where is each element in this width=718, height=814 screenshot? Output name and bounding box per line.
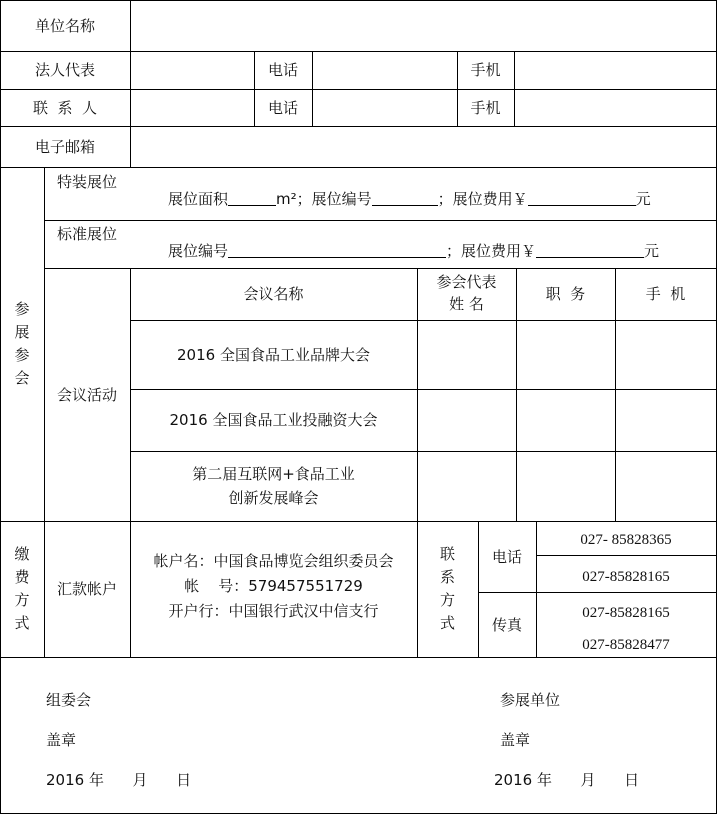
payment-char: 缴 [14, 544, 30, 563]
participation-char: 展 [14, 322, 30, 341]
position-field[interactable] [517, 452, 614, 520]
position-field[interactable] [517, 390, 614, 450]
unit-name-field[interactable] [131, 1, 715, 50]
participation-char: 参 [14, 299, 30, 318]
contact-label: 联 系 人 [32, 98, 98, 117]
payment-method-label [0, 521, 44, 657]
rep-name-header: 参会代表 姓 名 [436, 273, 497, 313]
organizer-date: 2016 年 月 日 [46, 771, 192, 789]
remit-account-label: 汇款帐户 [56, 580, 117, 598]
legal-rep-field[interactable] [131, 52, 253, 88]
exhibitor-label: 参展单位 [500, 691, 561, 709]
rep-name-field[interactable] [418, 452, 515, 520]
meeting-activity-label: 会议活动 [56, 385, 117, 404]
position-field[interactable] [517, 321, 614, 388]
exhibitor-seal-label: 盖章 [500, 731, 531, 749]
contact-field[interactable] [131, 90, 253, 125]
standard-booth-fee-field[interactable] [536, 243, 644, 258]
yuan-label: 元 [635, 190, 651, 208]
meeting-name-cell: 2016 全国食品工业投融资大会 [169, 411, 378, 429]
fax-number: 027-85828165 [582, 605, 670, 621]
booth-area-field[interactable] [228, 191, 276, 206]
exhibitor-date: 2016 年 月 日 [494, 771, 640, 789]
organizer-label: 组委会 [46, 691, 92, 709]
contact-method-char: 联 [439, 544, 455, 563]
mobile-field[interactable] [616, 321, 715, 388]
booth-number-label: m²；展位编号 [276, 190, 372, 208]
special-booth-fee-field[interactable] [528, 191, 636, 206]
contact-method-label [417, 521, 478, 657]
email-label: 电子邮箱 [34, 137, 95, 156]
participation-label [0, 167, 44, 521]
fax-number: 027-85828477 [582, 637, 670, 653]
mobile-header: 手 机 [645, 285, 686, 303]
booth-area-label: 展位面积 [168, 190, 229, 208]
legal-rep-label: 法人代表 [34, 61, 95, 79]
border-line [536, 555, 716, 556]
contact-method-char: 方 [439, 591, 455, 609]
payment-char: 式 [14, 614, 30, 633]
contact-method-char: 式 [439, 614, 455, 633]
standard-booth-line [168, 240, 659, 261]
special-booth-number-field[interactable] [372, 191, 438, 206]
contact-mobile-label: 手机 [470, 98, 501, 117]
standard-booth-number-field[interactable] [228, 243, 446, 258]
border-line [44, 220, 716, 221]
contact-phone-field[interactable] [313, 90, 456, 125]
special-booth-label: 特装展位 [56, 173, 117, 191]
rep-name-field[interactable] [418, 390, 515, 450]
fax-label: 传真 [491, 615, 522, 634]
tel-label: 电话 [491, 547, 522, 566]
special-booth-line [168, 188, 651, 209]
contact-phone-label: 电话 [267, 98, 298, 117]
legal-rep-phone-label: 电话 [267, 61, 298, 79]
account-number: 帐 号：579457551729 [184, 577, 363, 595]
border-line [716, 0, 717, 814]
organizer-seal-label: 盖章 [46, 731, 77, 749]
mobile-field[interactable] [616, 390, 715, 450]
payment-char: 费 [14, 567, 30, 586]
account-bank: 开户行：中国银行武汉中信支行 [168, 602, 379, 620]
legal-rep-mobile-label: 手机 [470, 61, 501, 79]
yuan-label: 元 [644, 242, 660, 260]
booth-fee-label: ；展位费用￥ [437, 190, 528, 208]
meeting-name-cell: 2016 全国食品工业品牌大会 [177, 345, 370, 364]
border-line [0, 167, 716, 168]
meeting-name-cell: 第二届互联网+食品工业 创新发展峰会 [192, 465, 355, 507]
participation-char: 会 [14, 369, 30, 388]
participation-char: 参 [14, 346, 30, 364]
rep-name-field[interactable] [418, 321, 515, 388]
booth-number-label: 展位编号 [168, 242, 229, 260]
legal-rep-mobile-field[interactable] [515, 52, 715, 88]
contact-method-char: 系 [439, 567, 455, 586]
tel-number: 027-85828165 [582, 569, 670, 585]
email-field[interactable] [131, 127, 715, 166]
payment-char: 方 [14, 591, 30, 609]
meeting-name-header: 会议名称 [243, 285, 304, 303]
standard-booth-label: 标准展位 [56, 225, 117, 243]
account-info [130, 549, 417, 624]
tel-number: 027- 85828365 [580, 532, 672, 548]
contact-mobile-field[interactable] [515, 90, 715, 125]
position-header: 职 务 [545, 285, 586, 303]
legal-rep-phone-field[interactable] [313, 52, 456, 88]
mobile-field[interactable] [616, 452, 715, 520]
unit-name-label: 单位名称 [34, 16, 95, 35]
booth-fee-label: ；展位费用￥ [446, 242, 537, 260]
account-name: 帐户名：中国食品博览会组织委员会 [153, 552, 394, 570]
